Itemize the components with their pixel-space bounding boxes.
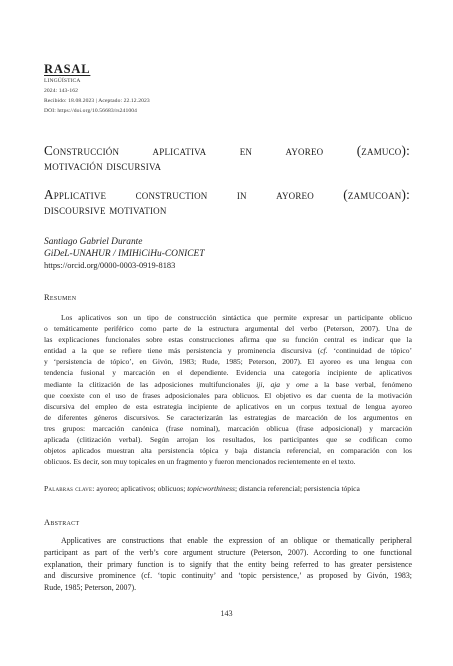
author-name: Santiago Gabriel Durante	[44, 237, 143, 247]
author-block	[44, 237, 204, 272]
journal-header	[44, 62, 150, 116]
abstract-paragraph	[44, 535, 412, 594]
title-word: en	[239, 143, 253, 158]
journal-name: RASAL	[44, 62, 91, 76]
resumen-line: que coexiste con el uso de frases adposicionales para oblicuos. El objetivo es dar cuenta de la motivación	[44, 390, 412, 400]
keywords-italic-term: topicworthiness	[187, 484, 235, 493]
abstract-line: Rude, 1985; Peterson, 2007).	[44, 583, 137, 593]
resumen-line: entidad a la que se refiere tiene más persistencia y prominencia discursiva (cf. ‘continuidad de tópico’	[44, 346, 412, 356]
resumen-line: tendencia fusional y marcación en el dependiente. Evidencia una categoría incipiente de aplicativos	[44, 368, 412, 378]
title-spanish-line-1	[44, 143, 410, 158]
page-number: 143	[220, 609, 233, 618]
abstract-line: Applicatives are constructions that enable the expression of an oblique or thematically peripheral	[61, 536, 412, 545]
title-english-line-1	[44, 187, 410, 202]
author-orcid-link[interactable]: https://orcid.org/0000-0003-0919-8183	[44, 261, 176, 270]
title-spanish-line-2: motivación discursiva	[44, 158, 162, 173]
resumen-paragraph	[44, 312, 412, 467]
abstract-line: and discursive prominence (cf. ‘topic continuity’ and ‘topic persistence,’ as proposed by Givón, 1983;	[44, 571, 412, 581]
resumen-line: y ‘persistencia de tópico’, en Givón, 1983; Rude, 1985; Peterson, 2007). El ayoreo es una lengua con	[44, 357, 412, 367]
resumen-line: tres grupos: marcación canónica (frase nominal), marcación oblicua (frase adposicional) y marcación	[44, 423, 412, 433]
author-affiliation: GiDeL-UNAHUR / IMIHiCiHu-CONICET	[44, 248, 205, 259]
title-word: ayoreo	[276, 187, 314, 202]
title-english-line-2: discoursive motivation	[44, 202, 167, 217]
resumen-line: objetos aplicados muestran alta persistencia tópica y baja distancia referencial, en comparación con los	[44, 446, 412, 456]
title-spanish	[44, 143, 410, 173]
resumen-line: de diferentes géneros discursivos. Se caracterizarán las estrategias de marcación de los argumentos en	[44, 412, 412, 422]
resumen-line: las explicaciones funcionales sobre estas construcciones afirma que su función central es indicar que la	[44, 335, 412, 345]
title-word: Construcción	[44, 143, 120, 158]
abstract-heading: Abstract	[44, 518, 80, 527]
journal-subtitle: LINGÜÍSTICA	[44, 78, 81, 84]
resumen-line: aplicada (clitización verbal). Según arrojan los resultados, los participantes que se codifican como	[44, 435, 412, 445]
journal-dates: Recibido: 18.08.2023 | Aceptado: 22.12.2023	[44, 98, 150, 104]
resumen-line: discursiva del empleo de esta estrategia incipiente de aplicativos en un corpus textual de lengua ayoreo	[44, 401, 412, 411]
title-word: Applicative	[44, 187, 107, 202]
title-word: in	[236, 187, 247, 202]
title-word: construction	[135, 187, 208, 202]
title-english	[44, 187, 410, 217]
abstract-line: participant as part of the verb’s core argument structure (Peterson, 2007). According to one functional	[44, 547, 412, 557]
resumen-line: oblicuos. Es decir, son muy topicales en un fragmento y fueron mencionados recientemente en el texto.	[44, 457, 356, 467]
keywords-label: Palabras clave:	[44, 484, 95, 493]
resumen-line: o temáticamente periférico como parte de la estructura argumental del verbo (Peterson, 2007). Una de	[44, 324, 412, 334]
journal-doi[interactable]: DOI: https://doi.org/10.56683/rs241004	[44, 108, 138, 114]
resumen-heading: Resumen	[44, 293, 77, 302]
title-word: (zamuco):	[356, 143, 410, 158]
title-word: ayoreo	[285, 143, 324, 158]
keywords-text-end: ; distancia referencial; persistencia tópica	[235, 484, 360, 493]
title-word: (zamucoan):	[343, 187, 410, 202]
keywords-line	[44, 483, 412, 494]
journal-issue: 2024: 143-162	[44, 88, 79, 94]
keywords-text: ayoreo; aplicativos; oblicuos;	[94, 484, 188, 493]
title-word: aplicativa	[152, 143, 207, 158]
abstract-line: explanation, their primary function is to signify that the entity being referred to has greater persistence	[44, 559, 412, 569]
resumen-line: Los aplicativos son un tipo de construcción sintáctica que permite expresar un participante oblicuo	[61, 313, 412, 322]
resumen-line: mediante la clitización de las adposiciones multifuncionales iji, aja y ome a la base verbal, fenómeno	[44, 379, 412, 389]
